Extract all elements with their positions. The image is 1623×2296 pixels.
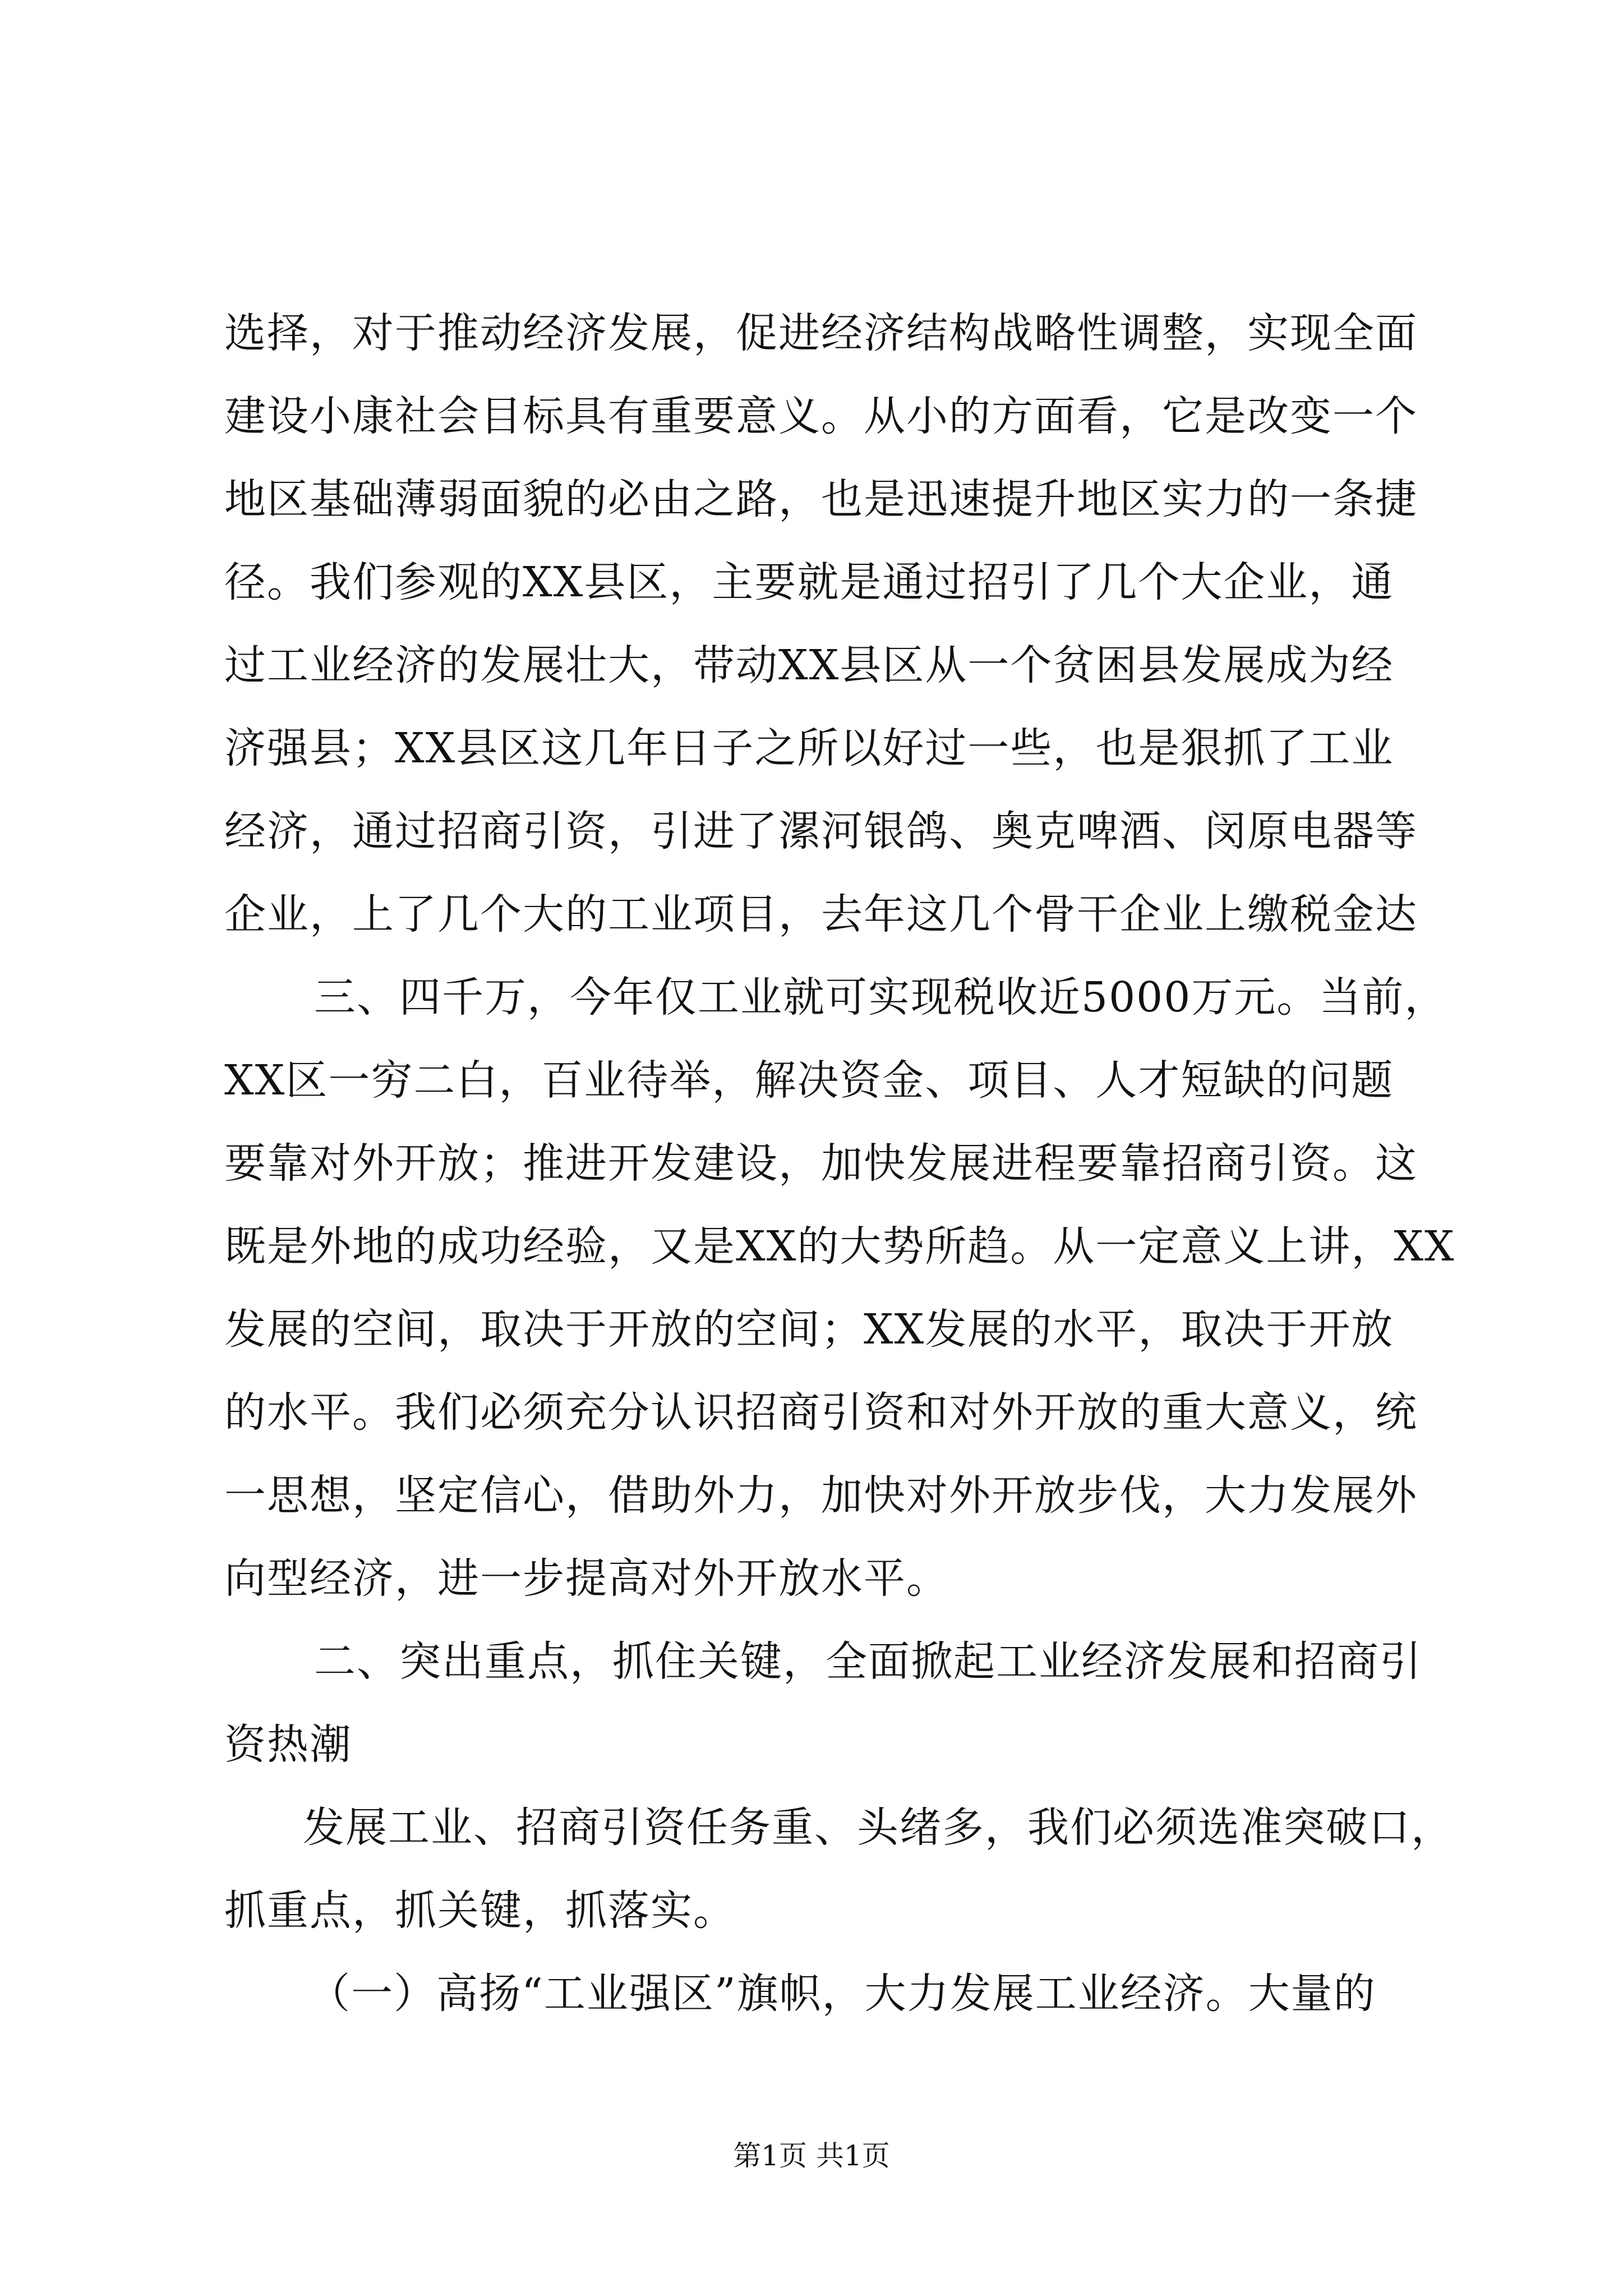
page-footer: 第1页 共1页	[733, 2139, 890, 2172]
section-heading: 二、突出重点，抓住关键，全面掀起工业经济发展和招商引	[314, 1637, 1422, 1686]
text-line: 的水平。我们必须充分认识招商引资和对外开放的重大意义，统	[224, 1388, 1418, 1437]
text-line: XX区一穷二白，百业待举，解决资金、项目、人才短缺的问题	[224, 1056, 1394, 1105]
text-line: 过工业经济的发展壮大，带动XX县区从一个贫困县发展成为经	[224, 641, 1394, 689]
text-line: 既是外地的成功经验，又是XX的大势所趋。从一定意义上讲，XX	[224, 1222, 1455, 1271]
subsection-heading: （一）高扬“工业强区”旗帜，大力发展工业经济。大量的	[308, 1970, 1376, 2018]
text-line: 建设小康社会目标具有重要意义。从小的方面看，它是改变一个	[224, 392, 1418, 440]
text-line: 发展的空间，取决于开放的空间；XX发展的水平，取决于开放	[224, 1305, 1394, 1354]
text-line: 径。我们参观的XX县区，主要就是通过招引了几个大企业，通	[224, 558, 1394, 606]
text-line: 一思想，坚定信心，借助外力，加快对外开放步伐，大力发展外	[224, 1471, 1418, 1520]
text-line: 抓重点，抓关键，抓落实。	[224, 1887, 736, 1935]
text-line: 要靠对外开放；推进开发建设，加快发展进程要靠招商引资。这	[224, 1139, 1418, 1188]
text-line: 地区基础薄弱面貌的必由之路，也是迅速提升地区实力的一条捷	[224, 475, 1418, 523]
text-line: 企业，上了几个大的工业项目，去年这几个骨干企业上缴税金达	[224, 890, 1418, 938]
section-heading-cont: 资热潮	[224, 1720, 352, 1769]
text-line: 济强县；XX县区这几年日子之所以好过一些，也是狠抓了工业	[224, 724, 1394, 772]
text-line: 经济，通过招商引资，引进了漯河银鸽、奥克啤酒、闵原电器等	[224, 807, 1418, 855]
text-line: 发展工业、招商引资任务重、头绪多，我们必须选准突破口，	[303, 1803, 1454, 1852]
text-line: 选择，对于推动经济发展，促进经济结构战略性调整，实现全面	[224, 309, 1418, 357]
text-line: 三、四千万，今年仅工业就可实现税收近5000万元。当前，	[314, 973, 1447, 1022]
text-line: 向型经济，进一步提高对外开放水平。	[224, 1554, 949, 1603]
